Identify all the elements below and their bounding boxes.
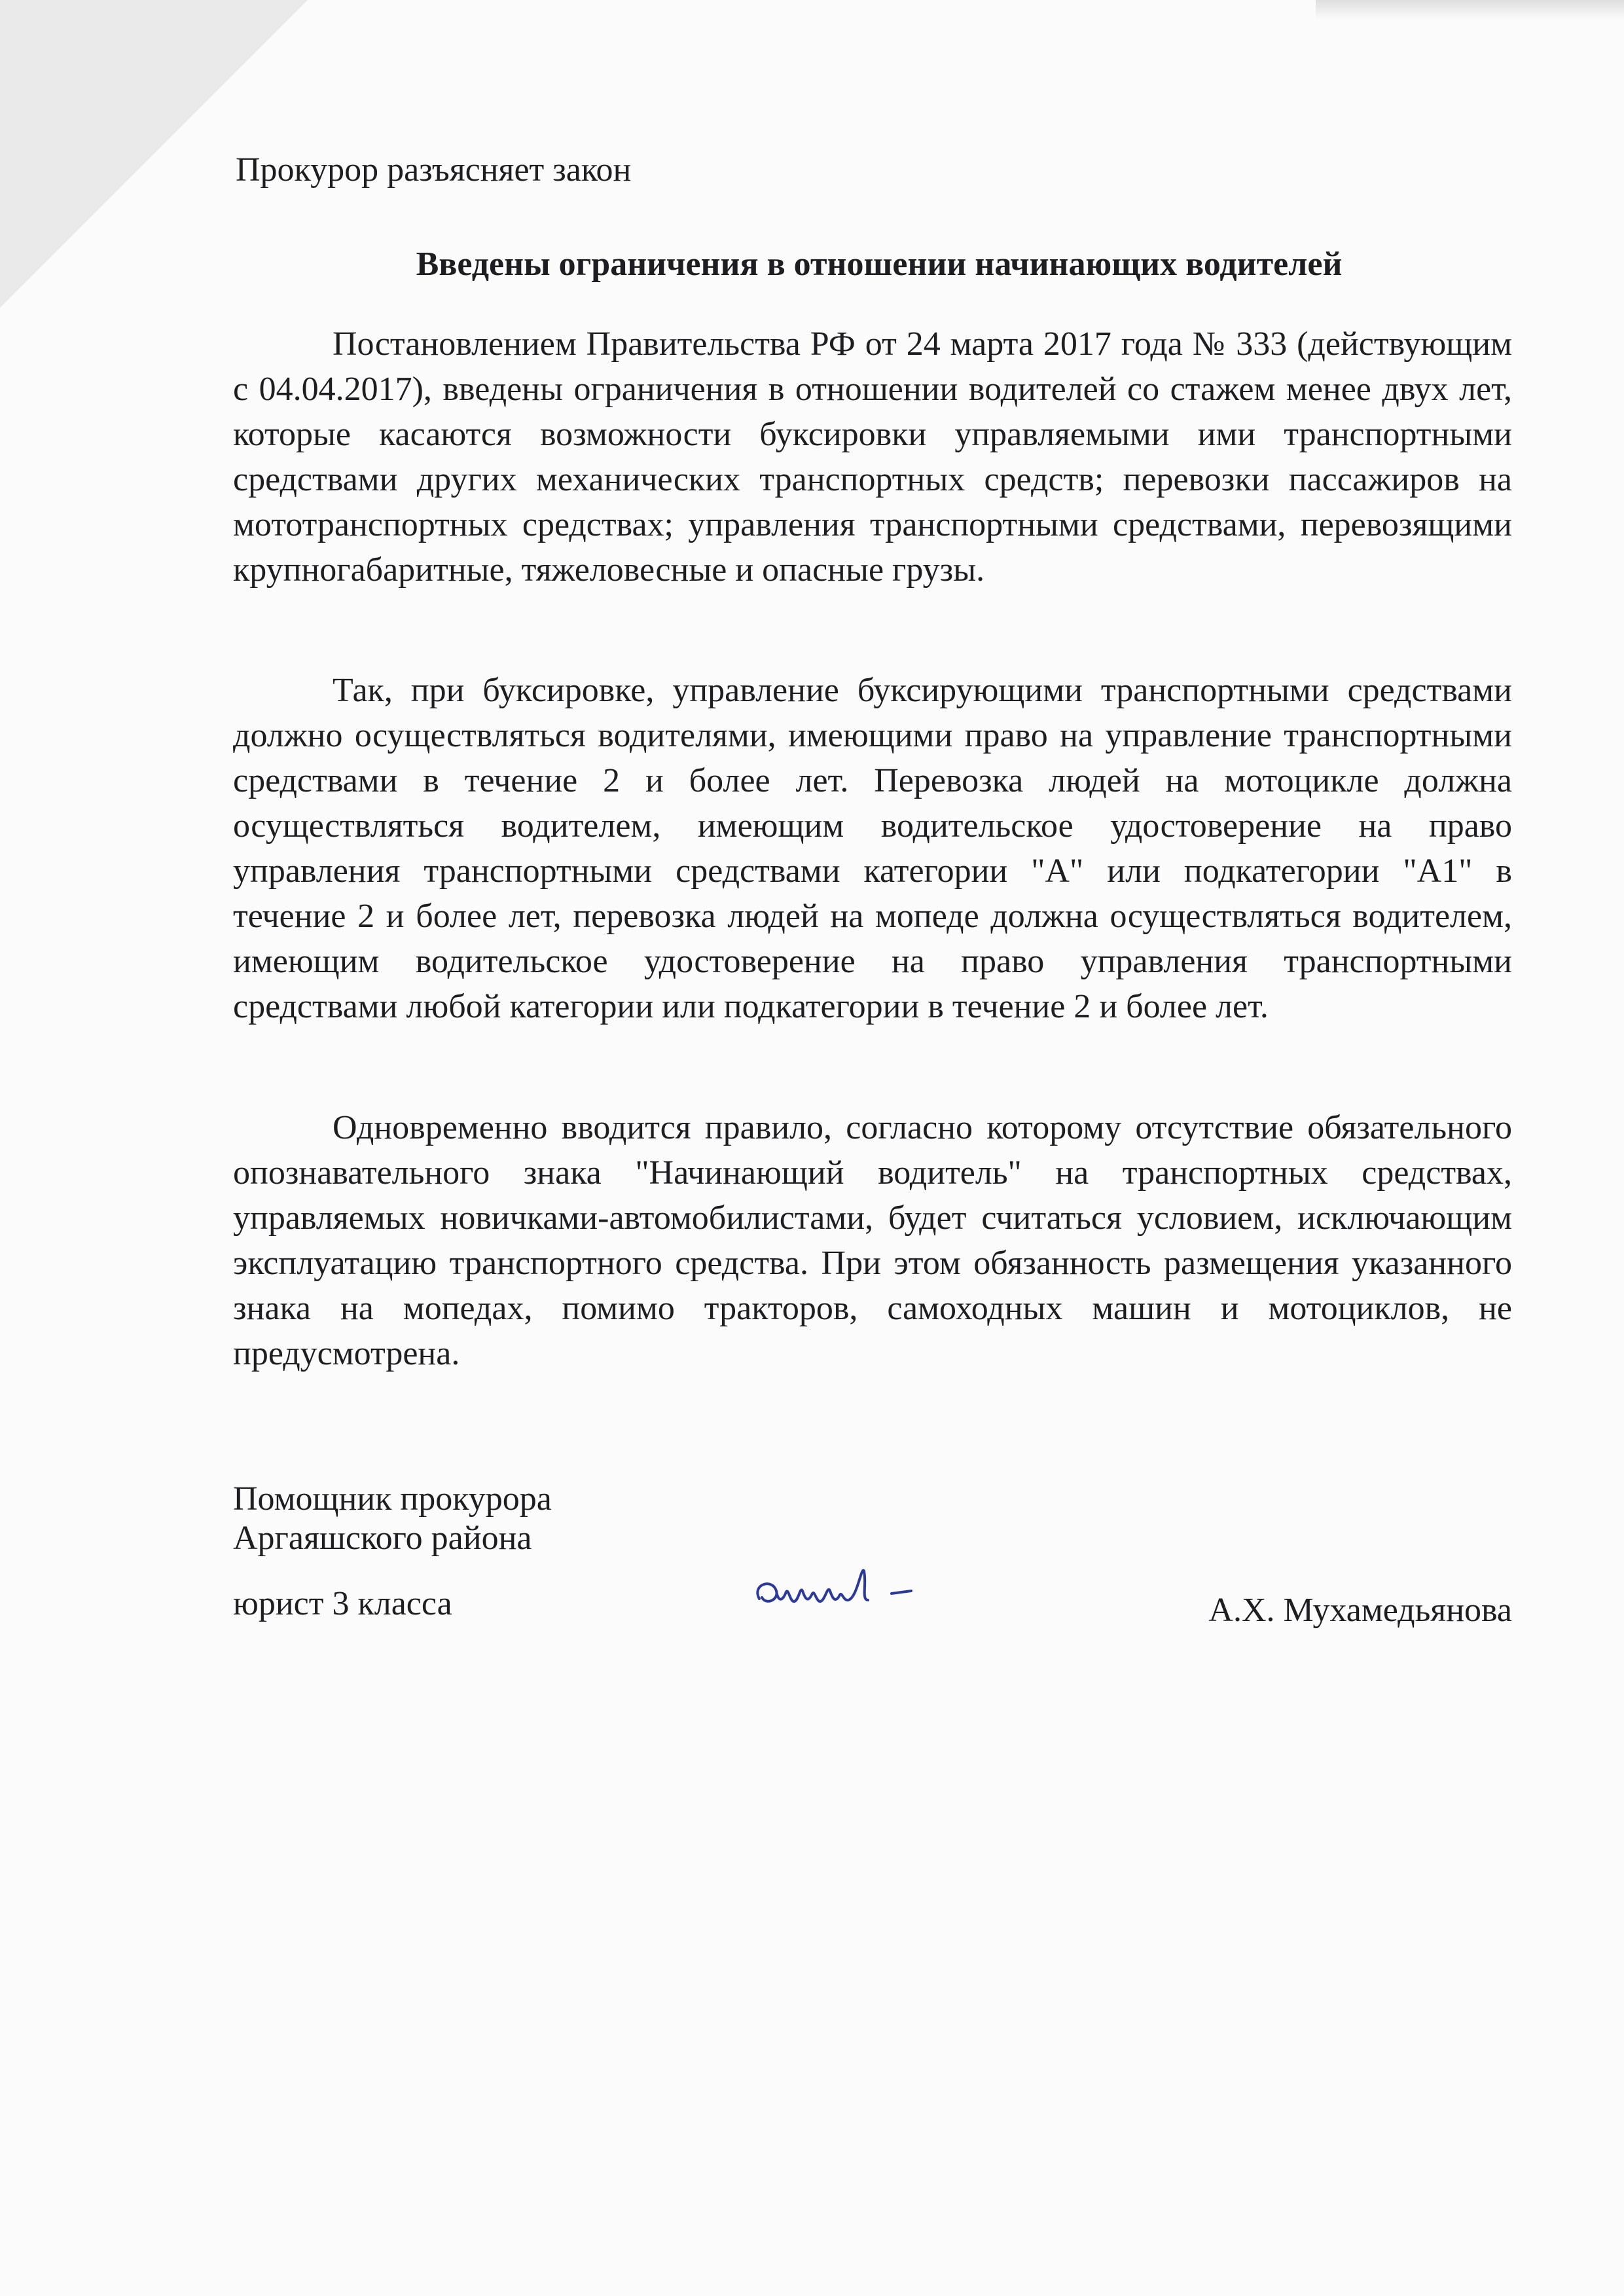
handwritten-signature [746,1545,943,1624]
paragraph-2: Так, при буксировке, управление буксирующими транспортными средствами должно осуществляться водителями, имеющими право на управление транспортными средствами в течение 2 и более лет. Перевозка людей на мотоцикле должна осуществляться водителем, имеющим водительское удостоверение на право управления транспортными средствами категории "А" или подкатегории "А1" в течение 2 и более лет, перевозка людей на мопеде должна осуществляться водителем, имеющим водительское удостоверение на право управления транспортными средствами любой категории или подкатегории в течение 2 и более лет. [233,672,1512,1025]
signatory-rank: юрист 3 класса [233,1585,452,1622]
paragraph-1: Постановлением Правительства РФ от 24 марта 2017 года № 333 (действующим с 04.04.2017), введены ограничения в отношении водителей со стажем менее двух лет, которые касаются возможности буксировки управляемыми ими транспортными средствами других механических транспортных средств; перевозки пассажиров на мототранспортных средствах; управления транспортными средствами, перевозящими крупногабаритные, тяжеловесные и опасные грузы. [233,325,1512,589]
signatory-position-line-2: Аргаяшского района [233,1520,532,1557]
paragraph-3: Одновременно вводится правило, согласно которому отсутствие обязательного опознавательного знака "Начинающий водитель" на транспортных средствах, управляемых новичками-автомобилистами, будет считаться условием, исключающим эксплуатацию транспортного средства. При этом обязанность размещения указанного знака на мопедах, помимо тракторов, самоходных машин и мотоциклов, не предусмотрена. [233,1109,1512,1372]
signatory-position-line-1: Помощник прокурора [233,1480,552,1518]
document-title: Введены ограничения в отношении начинающих водителей [416,246,1343,283]
signatory-name: А.Х. Мухамедьянова [1208,1592,1512,1629]
page-edge-shadow [1316,0,1624,20]
document-header-line: Прокурор разъясняет закон [236,151,632,189]
